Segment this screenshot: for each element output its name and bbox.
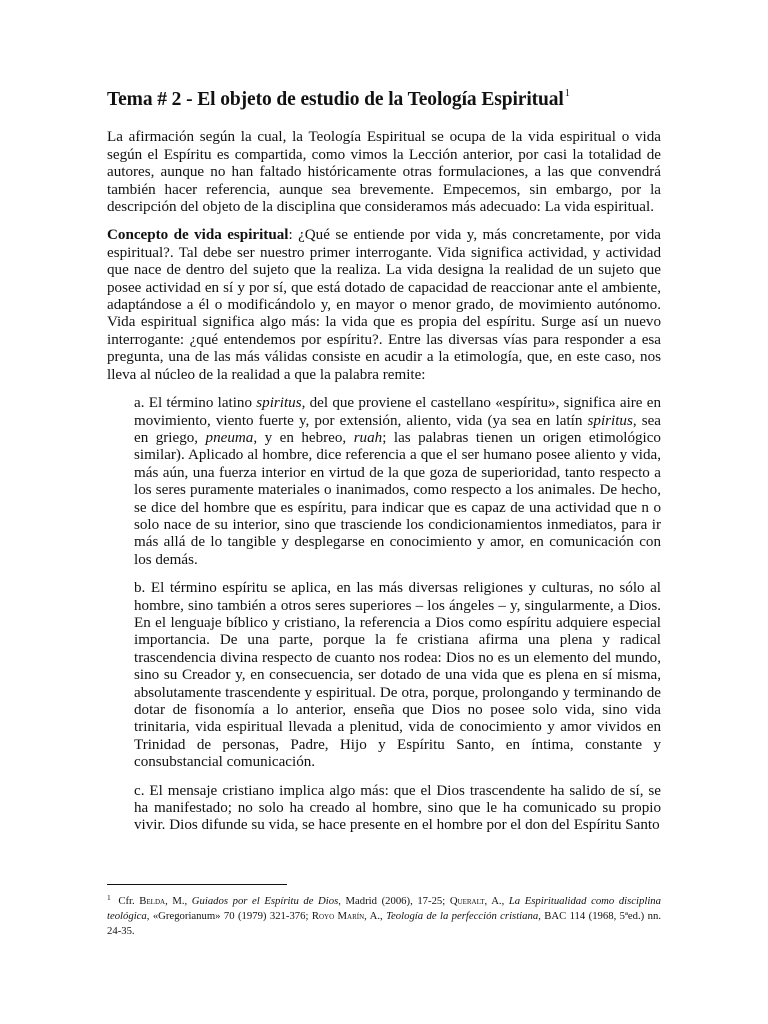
document-body bbox=[107, 88, 661, 846]
footnote-work-1: Guiados por el Espíritu de Dios bbox=[191, 895, 339, 907]
page-title bbox=[107, 88, 661, 111]
footnote-author-queralt: Queralt bbox=[449, 895, 485, 907]
footnote-text-4: , A., bbox=[484, 895, 509, 907]
title-footnote-ref: 1 bbox=[564, 88, 570, 99]
footnote-author-belda: Belda bbox=[139, 895, 166, 907]
item-a-text-1: a. El término latino bbox=[134, 395, 257, 412]
item-a-text-4: , y en hebreo, bbox=[253, 429, 354, 446]
item-c: c. El mensaje cristiano implica algo más: que el Dios trascendente ha salido de sí, se ha manifestado; no solo ha creado al hombre, sino que le ha comunicado su propio vivir. Dios difunde su vida, se hace presente en el hombre por el don del Espíritu Santo bbox=[134, 782, 661, 834]
footnote-text-6: , A., bbox=[364, 909, 387, 922]
item-a-italic-spiritus-2: spiritus bbox=[587, 412, 633, 429]
item-a bbox=[134, 395, 661, 569]
concept-paragraph bbox=[107, 227, 661, 384]
footnote bbox=[107, 891, 661, 938]
item-a-italic-pneuma: pneuma bbox=[205, 429, 254, 446]
concept-text: : ¿Qué se entiende por vida y, más concretamente, por vida espiritual?. Tal debe ser nuestro primer interrogante. Vida significa actividad, y actividad que nace de dentro del sujeto que la realiza. La vida designa la realidad de un sujeto que posee actividad en sí y por sí, que está dotado de capacidad de reaccionar ante el ambiente, adaptándose a él o modificándolo y, en mayor o menor grado, de movimiento autónomo. Vida espiritual significa algo más: la vida que es propia del espíritu. Surge así un nuevo interrogante: ¿qué entendemos por espíritu?. Entre las diversas vías para responder a esa pregunta, una de las más válidas consiste en acudir a la etimología, que, en este caso, nos lleva al núcleo de la realidad a que la palabra remite: bbox=[107, 227, 661, 383]
item-a-italic-ruah: ruah bbox=[353, 429, 383, 446]
item-b: b. El término espíritu se aplica, en las más diversas religiones y culturas, no sólo al hombre, sino también a otros seres superiores – los ángeles – y, singularmente, a Dios. En el lenguaje bíblico y cristiano, la referencia a Dios como espíritu adquiere especial importancia. De una parte, porque la fe cristiana afirma una plena y radical trascendencia divina respecto de cuanto nos rodea: Dios no es un elemento del mundo, sino su Creador y, en consecuencia, ser dotado de una vida que es plena en sí misma, absolutamente trascendente y espiritual. De otra, porque, prolongando y terminando de dotar de fisonomía a lo anterior, enseña que Dios no posee solo vida, sino vida trinitaria, vida espiritual llevada a plenitud, vida de conocimiento y amor vividos en Trinidad de personas, Padre, Hijo y Espíritu Santo, en íntima, constante y consubstancial comunicación. bbox=[134, 580, 661, 771]
item-a-text-2: del que proviene el castellano «espíritu», significa aire en movimiento, viento fuerte y, por extensión, aliento, vida (ya sea en latín bbox=[134, 395, 662, 429]
footnote-text-1: Cfr. bbox=[113, 895, 140, 907]
footnote-text-2: , M., bbox=[165, 895, 192, 907]
footnote-number: 1 bbox=[107, 893, 111, 902]
item-a-text-3: , sea en griego, bbox=[134, 412, 662, 446]
footnote-text-7: , BAC 114 (1968, 5ªed.) nn. 24-35. bbox=[107, 909, 661, 937]
footnote-divider bbox=[107, 884, 287, 885]
footnote-text-3: , Madrid (2006), 17-25; bbox=[338, 895, 450, 907]
intro-paragraph: La afirmación según la cual, la Teología Espiritual se ocupa de la vida espiritual o vida según el Espíritu es compartida, como vimos la Lección anterior, por casi la totalidad de autores, aunque no han faltado históricamente otras formulaciones, a las que convendrá también hacer referencia, aunque sea brevemente. Empecemos, sin embargo, por la descripción del objeto de la disciplina que consideramos más adecuado: La vida espiritual. bbox=[107, 129, 661, 216]
item-a-italic-spiritus: spiritus, bbox=[256, 395, 306, 412]
footnote-text-5: , «Gregorianum» 70 (1979) 321-376; bbox=[146, 909, 312, 922]
footnote-work-2: La Espiritualidad como disciplina teológica bbox=[107, 895, 661, 922]
title-text: Tema # 2 - El objeto de estudio de la Teología Espiritual bbox=[107, 89, 564, 110]
footnote-author-royo-marin: Royo Marín bbox=[311, 909, 365, 922]
footnote-work-3: Teología de la perfección cristiana bbox=[386, 909, 539, 922]
concept-heading: Concepto de vida espiritual bbox=[107, 227, 289, 244]
item-a-text-5: ; las palabras tienen un origen etimológico similar). Aplicado al hombre, dice referencia a que el ser humano posee aliento y vida, más aún, una fuerza interior en virtud de la que goza de superioridad, tanto respecto a los seres puramente materiales o inanimados, como respecto a los animales. De hecho, se dice del hombre que es espíritu, para indicar que es capaz de una actividad que n o solo nace de su interior, sino que trasciende los condicionamientos inmediatos, para ir más allá de lo tangible y desplegarse en conocimiento y amor, en comunicación con los demás. bbox=[134, 429, 661, 568]
